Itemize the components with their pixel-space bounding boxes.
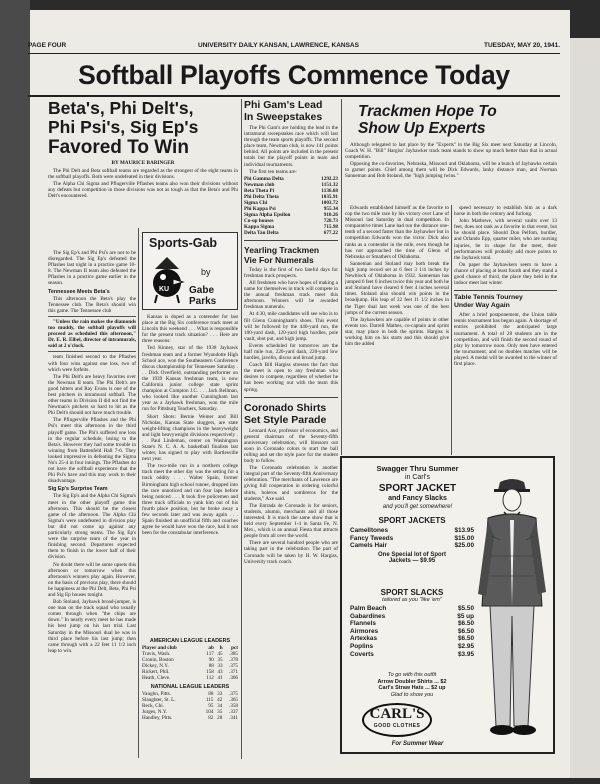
trackmen-column-1 [345, 205, 449, 455]
ad-jackets-heading: SPORT JACKETS [378, 516, 446, 525]
ad-price-row: Coverts $3.95 [350, 650, 474, 658]
lead-subhead-tennessee: Tennessee Meets Beta's [48, 288, 110, 295]
table-row: Reck, Chi. 95 34 .358 [142, 703, 238, 710]
table-tennis-headline-line-2: Under Way Again [454, 302, 510, 310]
lead-headline-line-2: Phi Psi's, Sig Ep's [48, 117, 199, 137]
lead-paragraph: team finished second to the Pflashes with four wins against one loss, two of which were forfeits. [48, 354, 136, 373]
lead-story-continued [48, 250, 136, 770]
ad-outfit-notes [350, 672, 474, 698]
ad-price-row: Fancy Tweeds $15.00 [350, 534, 474, 542]
table-row: Phi Gamma Delta 1292.23 [244, 175, 338, 182]
carls-logo-name: CARL'S [369, 706, 425, 722]
ad-slacks-heading: SPORT SLACKS [380, 588, 444, 597]
ad-price-row: Gabardines $5 up [350, 612, 474, 620]
table-row: Sigma Alpha Epsilon 910.26 [244, 211, 338, 218]
phi-gam-paragraph: The first ten teams are: [249, 168, 297, 175]
coronado-paragraph: The Coronado celebration is another integral part of the Seventy-fifth Anniversary celebration. "The merchants of Lawrence are giving full cooperation in ordering colorful shirts, boleros and sombreros for the students," Axe said. [244, 465, 338, 502]
lead-subhead-sigep: Sig Ep's Surprise Team [48, 486, 108, 493]
svg-text:KU: KU [159, 286, 170, 293]
yearling-headline-line-2: Vie For Numerals [244, 254, 314, 265]
nl-leaders-table [142, 691, 238, 721]
sports-gab-paragraph: Kansas is doped as a contender for last place at the Big Six conference track meet at Lincoln this weekend . . . What is responsible for the present track situation? . . . Here are three reasons: [142, 314, 238, 345]
trackmen-headline [358, 103, 558, 137]
ad-slacks-subheading: tailored as you "like 'em" [382, 597, 442, 603]
lead-paragraph: No doubt there will be some upsets this afternoon or tomorrow when this afternoon's winners play again. However, on the basis of previous play, there should be happiness at the Phi Delt, Beta, Phi Psi and Sig Ep houses tonight. [48, 561, 136, 598]
table-row: Slaughter, St. L. 115 42 .365 [142, 697, 238, 704]
folio-rule [28, 53, 560, 54]
table-row: Phi Delta Theta 1035.91 [244, 193, 338, 200]
yearling-headline-line-1: Yearling Trackmen [244, 244, 320, 255]
trackmen-paragraph: Edwards established himself as the favorite to cop the two mile race by his victory over Lane of Missouri last Saturday in dual competition. In comparative times Lane had run the distance one-tenth of a second faster than the Jayhawker but in competition Edwards won the victor. Dick also ranks as a contender in the mile, even though he has not approached the time of Glenn of Nebraska or Smathers of Oklahoma. [345, 205, 449, 260]
table-row: Delta Tau Delta 677.22 [244, 229, 338, 236]
trackmen-paragraph: Opposing the co-favorites, Nebraska, Missouri and Oklahoma, will be a bunch of Jayhawks certain to garner points. Chief among them will be Dick Edwards, lanky distance man, and Norman Sanneman and Bob Stoland, the "high jumping twins." [345, 161, 557, 180]
coronado-headline [244, 402, 338, 426]
trackmen-headline-line-2: Show Up Experts [358, 120, 486, 137]
trackmen-paragraph: speed necessary to establish him as a dark horse in both the century and furlong. [454, 205, 557, 218]
coronado-paragraph: There are several hundred people who are taking part in the celebration. The part of Coronado will be taken by H. W. Hargiss, University track coach. [244, 540, 338, 565]
table-row: Travis, Wash. 117 45 .385 [142, 651, 238, 658]
trackmen-paragraph: Although relegated to last place by the "Experts" in the Big Six meet next Saturday at Lincoln, Coach W. H. "Bill" Hargiss' Jayhawker track team stands to show up much better than that in actual competition. [345, 142, 557, 161]
ad-line-sport-jacket: SPORT JACKET [378, 483, 457, 494]
al-leaders-title: AMERICAN LEAGUE LEADERS [149, 638, 231, 644]
trackmen-paragraph: Sanneman and Stoland may both break the high jump record set at 6 feet 3 1/4 inches by Newblock of Oklahoma in 1932. Sanneman has jumped 6 feet 6 inches twice this year and both he and Stoland have cleared 6 feet 4 inches several times. Stoland also should win points in the broadjump. His leap of 22 feet 11 1/2 inches in the Tiger dual last week was one of the best jumps of the current season. [345, 260, 449, 316]
trackmen-intro [345, 142, 557, 212]
phi-gam-headline [244, 99, 338, 123]
ad-line-in-carls: in Carl's [404, 474, 431, 481]
ad-price-row: Airmores $6.50 [350, 627, 474, 635]
banner-rule [28, 95, 560, 97]
lead-paragraph: The Sig Ep's and Phi Psi's are not to be disregarded. The Sig Ep's defeated the Pflashes last night in a practice game 10-8. The Newman II team also defeated the Pflashes in a practice game earlier in the season. [48, 250, 136, 287]
lead-byline: BY MAURICE BARINGER [111, 160, 175, 166]
ad-price-row: Camels Hair $25.00 [350, 542, 474, 550]
lead-paragraph: The Sig Ep's and the Alpha Chi Sigma's meet in the other playoff game this afternoon. This should be the closest game of the afternoon. The Alpha Chi Sigma's were undefeated in division play but did not come up against any particularly strong teams. The Sig Ep's were the surprise team of the year in finishing second. Departures expected them to finish in the lower half of their division. [48, 493, 136, 561]
column-rule [341, 99, 342, 455]
al-leaders-header: Player and club ab h pct [142, 645, 238, 652]
table-tennis-headline [454, 290, 557, 310]
table-row: Jurges, N.Y. 104 35 .337 [142, 709, 238, 716]
column-rule [138, 228, 139, 758]
ad-jackets-list [350, 516, 474, 564]
sports-gab-paragraph: Ted Kinney, star of the 1938 Jayhawk freshman team and a former Wyandotte High School ace, won the Southeastern Conference discus championship for Tennessee Saturday . . . Dick Overfield, outstanding performer on the 1939 Kansas freshman team, is now California junior college state sprint champion at Compton J.C. . . . Jack Bellman, who looked like another Cunningham last year as a Jayhawk freshman, won the mile run for Pittsburg Teachers, Saturday. [142, 345, 238, 413]
folio-page-number: PAGE FOUR [28, 42, 67, 49]
lead-headline-line-3: Favored To Win [48, 137, 189, 158]
ad-footer: For Summer Wear [391, 741, 444, 747]
yearling-paragraph: Today is the first of two fateful days for freshman track prospects. [244, 266, 338, 279]
yearling-paragraph: Events scheduled for tomorrow are the half mile run, 220-yard dash, 220-yard low hurdles, javelin, discus and broad jump. [244, 342, 338, 362]
lead-paragraph: The Pflugerville Pflashes and the Phi Psi's meet this afternoon in the third playoff game. The Phi's suffered one loss in the regular schedule, losing to the Beta's. However they had some trouble in winning from Battenfeld Hall 7-6. They looked impressive in defeating the Sigma Nu's 25-4 in four innings. The Pflashes do not have the softball experience that the Phi Psi's have and this may work to their disadvantage. [48, 417, 136, 485]
sports-gab-column [142, 314, 238, 632]
sweepstakes-standings [244, 176, 338, 236]
phi-gam-headline-line-1: Phi Gam's Lead [244, 99, 323, 111]
table-row: Beta Theta Pi 1136.68 [244, 187, 338, 194]
lead-rain-quote: "Unless the rain makes the diamonds too muddy, the softball playoffs will proceed as scheduled this afternoon," Dr. E. R. Elbel, director of intramurals, said at 2 o'clock. [48, 316, 136, 352]
table-row: Rickert, Phil. 158 43 .371 [142, 669, 238, 676]
table-row: Newman club 1151.32 [244, 181, 338, 188]
ad-price-row: Palm Beach $5.50 [350, 605, 474, 612]
coronado-headline-line-2: Set Style Parade [244, 413, 327, 426]
sports-gab-paragraph: The two-mile run in a northern college track meet the other day was the setting for a track oddity . . . Walter Spain, former Birmingham high school runner, dropped into the race unnoticed and ran four laps before being noticed . . . It took five policemen and three track officials to yank him out of his fourth place position, but he broke away a few seconds later and was away again . . . Spain finished an unofficial fifth and coaches agree he would have won the race, had it not been for the constabular interference. [142, 463, 238, 537]
carls-logo-subtitle: GOOD CLOTHES [373, 723, 421, 729]
sports-gab-masthead [142, 232, 238, 310]
yearling-headline [244, 245, 338, 265]
banner-headline: Softball Playoffs Commence Today [78, 60, 510, 90]
ad-special-line-1: One Special lot of Sport [377, 551, 446, 558]
lead-paragraph: The Alpha Chi Sigma and Pflugerville Pflashes teams also won their divisions without any defeats but competition in those divisions was not as tough as that the Beta's and Phi Delt's encountered. [48, 181, 238, 200]
table-row: Phi Kappa Psi 955.34 [244, 205, 338, 212]
sports-gab-title: Sports-Gab [149, 236, 218, 250]
ad-slacks-list [350, 588, 474, 658]
nl-leaders-title: NATIONAL LEAGUE LEADERS [150, 684, 230, 691]
table-tennis-paragraph: After a brief postponement, the Union table tennis tournament has begun again. A shortage of entries prohibited the anticipated large tournament. A total of 28 students are in the competition, and will finish the second round of play by tomorrow noon. Only men have entered the tournament, and no doubles matches will be played. A medal will be awarded to the winner of first place. [454, 312, 557, 367]
carls-logo [362, 703, 432, 737]
table-tennis-headline-line-1: Table Tennis Tourney [454, 294, 523, 302]
table-row: Handley, Pitts. 82 28 .341 [142, 715, 238, 722]
coronado-paragraph: The Entrada de Coronado is for seniors, students, alumni, merchants and all those interested. It is much the same show that is held every September 1-4 in Santa Fe, N. Mex., which is an annual Fiesta that attracts people from all over the world. [244, 502, 338, 540]
table-row: Kappa Sigma 715.98 [244, 223, 338, 230]
carls-advertisement [340, 456, 555, 754]
man-in-sport-jacket-illustration [470, 476, 554, 752]
phi-gam-column [244, 99, 338, 759]
phi-gam-headline-line-2: In Sweepstakes [244, 111, 323, 123]
lead-paragraph: This afternoon the Beta's play the Tennessee club. The Beta's should win this game. The Tennessee club [48, 295, 136, 314]
league-leaders [142, 636, 238, 760]
column-rule [241, 99, 242, 759]
yearling-paragraph: At 4:30, mile candidates will see who is to fill Glenn Cunningham's shoes. This event will be followed by the 440-yard run, the 100-yard dash, 120-yard high hurdles, pole vault, shot put, and high jump. [244, 311, 338, 342]
trackmen-headline-line-1: Trackmen Hope To [358, 103, 497, 120]
ad-price-row: Flannels $6.50 [350, 620, 474, 628]
ad-glad-line: Glad to show you [390, 691, 434, 698]
table-row: Vaughn, Pitts. 88 33 .375 [142, 691, 238, 698]
table-row: Dickey, N.Y. 88 33 .375 [142, 663, 238, 670]
lead-paragraph: The Phi Delt and Beta softball teams are regarded as the strongest of the eight teams in the softball playoffs. Both were undefeated in their divisions. [48, 168, 238, 181]
ad-price-row: Camelltones $13.95 [350, 527, 474, 534]
sports-gab-paragraph: Short Shots: Bernie Weiner and Bill Nicholas, Kansas State sluggers, are state weight-lifting champions in the heavyweight and light heavyweight divisions respectively . . . Paul Lindeman, center on Washington State's N. C. A. A. basketball finalists last winter, has signed to play with Bartlesville next year. [142, 413, 238, 463]
ad-special-line-2: Jackets — $9.95 [388, 557, 436, 564]
jayhawk-mascot-icon [149, 255, 185, 305]
ad-outfit-line-2: Arrow Doubler Shirts ... $2 [377, 678, 447, 685]
ad-line-fancy-slacks: and Fancy Slacks [388, 495, 447, 502]
lead-paragraph: The Phi Delt's are heavy favorites over the Newman II team. The Phi Delt's are good hitters and Ray Evans is one of the best pitchers in intramural softball. The other teams in Division II did not find the Newman's pitchers so hard to hit as the Phi Delt's should not have much trouble. [48, 373, 136, 417]
ad-line-somewhere: and you'll get somewhere! [382, 504, 453, 510]
phi-gam-paragraph: The Phi Gam's are holding the lead in the intramural sweepstakes race which will last through the team sports playoffs. The second place team, Newman club, is now 141 points behind. All points are included in the present totals but the playoff points in team and individual tournaments. [244, 125, 338, 168]
lead-headline [48, 99, 238, 158]
table-row: Co-op houses 728.73 [244, 217, 338, 224]
sports-gab-author: Gabe Parks [189, 285, 217, 307]
ad-outfit-line-1: To go with this outfit [387, 672, 437, 678]
table-row: Cronin, Boston 90 35 .378 [142, 657, 238, 664]
page-edge-right [570, 38, 600, 778]
trackmen-paragraph: The Jayhawkers are capable of points in other events too. Darrell Mathes, co-captain and sprint star, may place in both the sprints. Hargiss is working him on his starts and this should give him the added [345, 316, 449, 348]
sports-gab-by: by [201, 267, 211, 277]
yearling-paragraph: Coach Bill Hargiss stresses the fact that the meet is open to any freshman who desires to compete, regardless of whether he has been working out with the team this spring. [244, 362, 338, 393]
lead-paragraph: Bob Stoland, Jayhawk broad-jumper, is one man on the track squad who usually comes through when "the chips are down." In nearly every meet he has made his best jump on his last trial. Last Saturday in the Missouri dual he was in third place before his last jump; then came through with a 22 feet 11 1/2 inch leap to win. [48, 599, 136, 654]
coronado-paragraph: Leonard Axe, professor of economics, and general chairman of the Seventy-fifth anniversary celebration, will blossom out soon in Coronado colors to start the ball rolling and set the style pace for the student body to follow. [244, 427, 338, 465]
trackmen-paragraph: On paper the Jayhawkers seem to have a chance of placing at least fourth and they stand a good chance of third, the place they held in the indoor meet last winter. [454, 261, 557, 287]
ad-price-row: Poplins $2.95 [350, 642, 474, 650]
yearling-paragraph: All freshmen who have hopes of making a name for themselves in track will compete in the annual freshman track meet this afternoon. Winners will be awarded freshman numerals. [244, 279, 338, 311]
column-rule [451, 205, 452, 455]
table-row: Sigma Chi 1003.72 [244, 199, 338, 206]
lead-headline-line-1: Beta's, Phi Delt's, [48, 99, 194, 118]
coronado-headline-line-1: Coronado Shirts [244, 401, 327, 414]
al-leaders-table [142, 645, 238, 681]
trackmen-column-2 [454, 205, 557, 455]
ad-outfit-line-3: Carl's Straw Hats ... $2 up [378, 685, 446, 691]
table-row: Heath, Cleve. 112 41 .366 [142, 675, 238, 682]
page-edge-left [0, 0, 30, 784]
ad-line-swagger: Swagger Thru Summer [376, 464, 459, 473]
trackmen-paragraph: John Mathewe, with several vaults over 13 feet, does not rank as a favorite in that event, but he should place. Should Don Pelfom, hurdler, and Orlando Epp, quarter miler, who are nursing injuries, be in shape for the meet, their performances will probably add more points to the Jayhawk total. [454, 218, 557, 261]
folio-paper-name: UNIVERSITY DAILY KANSAN, LAWRENCE, KANSAS [198, 42, 359, 49]
folio-date: TUESDAY, MAY 20, 1941. [484, 42, 560, 49]
ad-price-row: Artexkas $6.50 [350, 635, 474, 643]
